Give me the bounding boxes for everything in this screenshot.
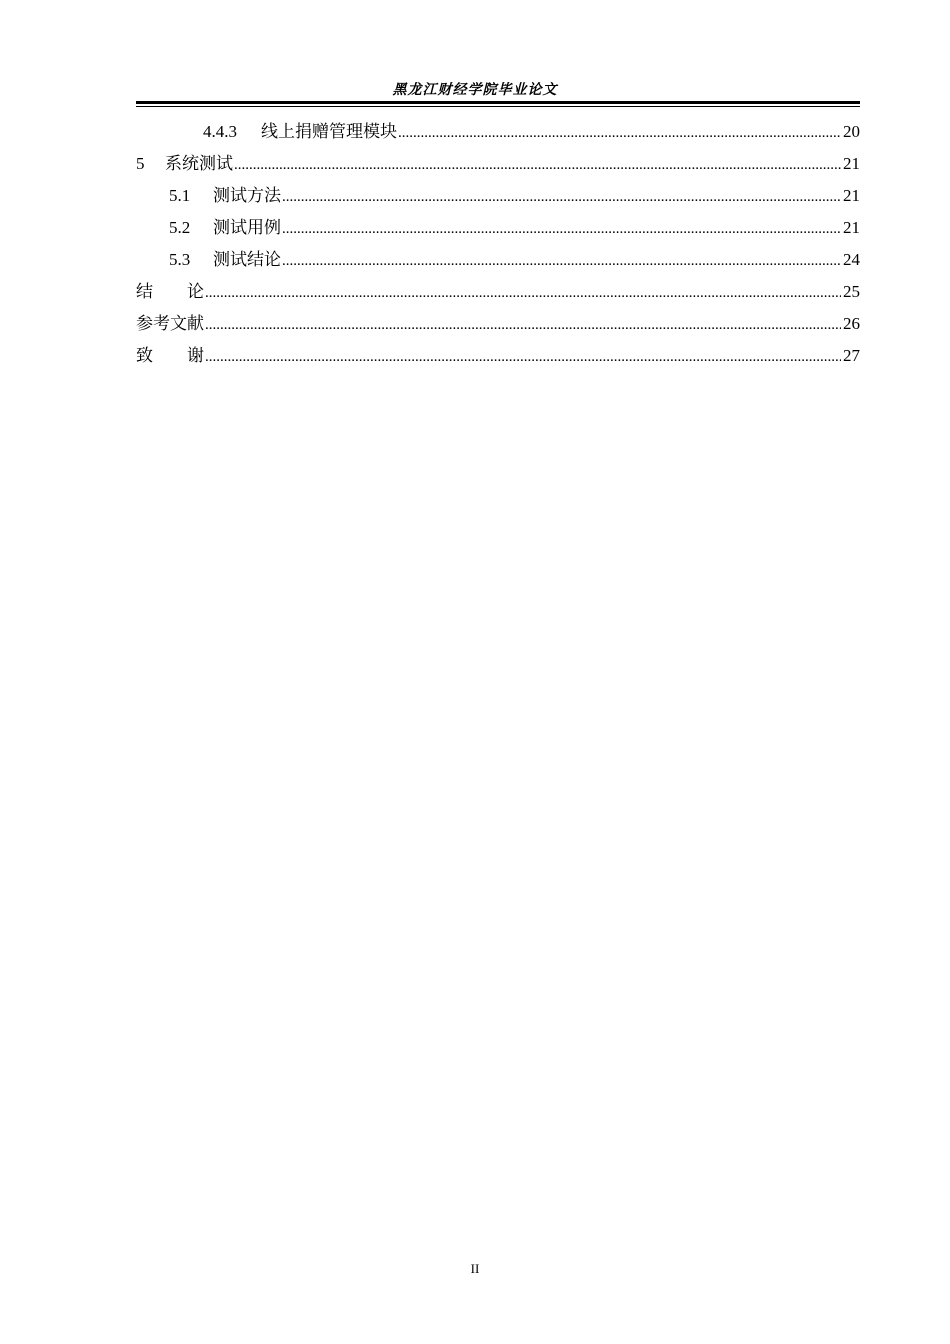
- toc-entry[interactable]: [136, 184, 860, 216]
- toc-entry-page: 27: [843, 346, 860, 365]
- toc-entry[interactable]: [136, 280, 860, 312]
- toc-leader-dots: [205, 345, 841, 369]
- toc-entry-number: 5.1: [169, 186, 191, 205]
- toc-entry-title: 系统测试: [165, 154, 233, 173]
- toc-entry[interactable]: [136, 152, 860, 184]
- toc-entry-number: 5.2: [169, 218, 191, 237]
- toc-entry[interactable]: [136, 248, 860, 280]
- toc-entry-title: 参考文献: [136, 314, 204, 333]
- toc-entry-title: 测试用例: [213, 218, 281, 237]
- toc-leader-dots: [205, 313, 841, 337]
- toc-entry-page: 21: [843, 218, 860, 237]
- toc-leader-dots: [234, 153, 841, 177]
- toc-leader-dots: [205, 281, 841, 305]
- toc-entry-number: 5: [136, 154, 145, 173]
- toc-leader-dots: [398, 121, 841, 145]
- toc-entry[interactable]: [136, 344, 860, 376]
- toc-entry-title: 结 论: [136, 282, 204, 301]
- toc-entry-page: 24: [843, 250, 860, 269]
- toc-entry-page: 21: [843, 186, 860, 205]
- toc-entry-title: 测试方法: [213, 186, 281, 205]
- running-header: 黑龙江财经学院毕业论文: [392, 83, 558, 98]
- toc-leader-dots: [282, 249, 841, 273]
- toc-entry[interactable]: [136, 216, 860, 248]
- toc-entry[interactable]: [136, 120, 860, 152]
- toc-entry[interactable]: [136, 312, 860, 344]
- toc-entry-title: 线上捐赠管理模块: [261, 122, 397, 141]
- toc-leader-dots: [282, 217, 841, 241]
- page-number: II: [470, 1261, 480, 1276]
- header-rule-thin: [136, 106, 860, 107]
- toc-entry-page: 20: [843, 122, 860, 141]
- toc-leader-dots: [282, 185, 841, 209]
- toc-entry-page: 25: [843, 282, 860, 301]
- toc-entry-title: 测试结论: [213, 250, 281, 269]
- toc-entry-page: 26: [843, 314, 860, 333]
- table-of-contents: [136, 120, 860, 376]
- toc-entry-number: 5.3: [169, 250, 191, 269]
- toc-entry-title: 致 谢: [136, 346, 204, 365]
- toc-entry-page: 21: [843, 154, 860, 173]
- toc-entry-number: 4.4.3: [203, 122, 237, 141]
- header-rule-thick: [136, 101, 860, 104]
